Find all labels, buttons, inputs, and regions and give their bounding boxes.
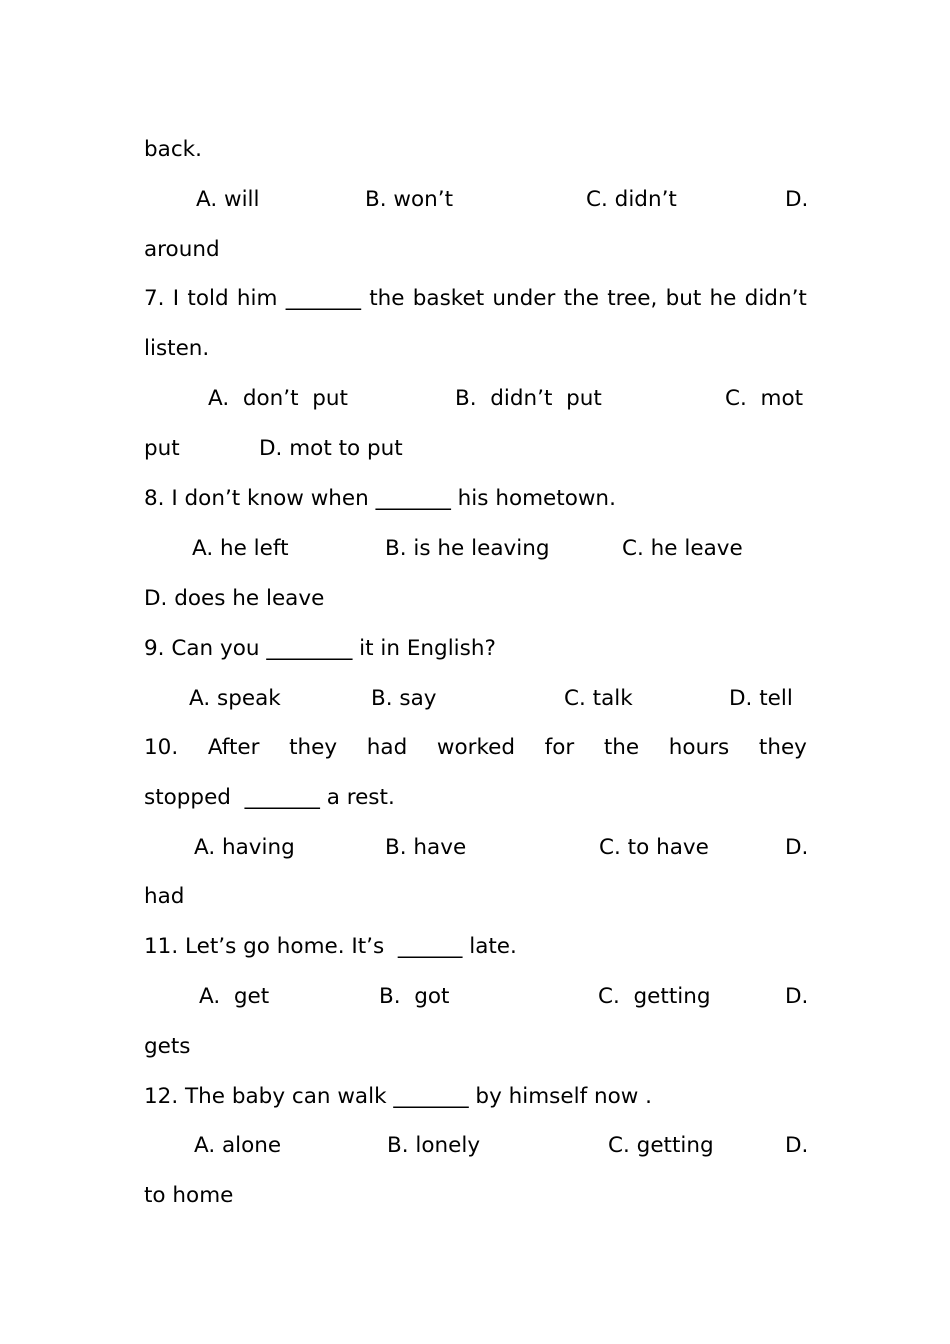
- q8-option-b: B. is he leaving: [385, 536, 550, 561]
- q6-option-d-text: around: [144, 237, 220, 262]
- q10-word: the: [603, 735, 640, 760]
- q11-option-d-text: gets: [144, 1034, 191, 1059]
- q11-option-d: D.: [785, 984, 809, 1009]
- q7-word: basket: [412, 286, 485, 311]
- q7-word: didn’t: [744, 286, 807, 311]
- q6-option-d: D.: [785, 187, 809, 212]
- q8-option-d: D. does he leave: [144, 586, 325, 611]
- q10-stem-line1: [144, 733, 807, 763]
- q6-option-c: C. didn’t: [586, 187, 677, 212]
- q7-option-c: C. mot: [725, 386, 804, 411]
- q10-option-a: A. having: [194, 835, 295, 860]
- q8-option-a: A. he left: [192, 536, 289, 561]
- q6-stem-tail: back.: [144, 137, 202, 162]
- q12-option-d-text: to home: [144, 1183, 234, 1208]
- q7-word: he: [709, 286, 737, 311]
- q10-option-d-text: had: [144, 884, 185, 909]
- q9-option-d: D. tell: [729, 686, 793, 711]
- q6-option-a: A. will: [196, 187, 260, 212]
- q12-option-c: C. getting: [608, 1133, 714, 1158]
- q10-word: After: [207, 735, 260, 760]
- q7-word: I: [172, 286, 180, 311]
- q10-option-b: B. have: [385, 835, 467, 860]
- q11-option-b: B. got: [379, 984, 450, 1009]
- q9-option-c: C. talk: [564, 686, 633, 711]
- q10-word: hours: [668, 735, 730, 760]
- q10-option-c: C. to have: [599, 835, 709, 860]
- q10-word: they: [289, 735, 338, 760]
- q10-option-d: D.: [785, 835, 809, 860]
- q11-option-a: A. get: [199, 984, 270, 1009]
- q7-stem-line1: [144, 284, 807, 314]
- q12-option-a: A. alone: [194, 1133, 282, 1158]
- q12-stem: 12. The baby can walk _______ by himself now .: [144, 1084, 653, 1109]
- q7-option-b: B. didn’t put: [455, 386, 602, 411]
- q7-word: but: [665, 286, 702, 311]
- q6-option-b: B. won’t: [365, 187, 454, 212]
- q9-stem: 9. Can you ________ it in English?: [144, 636, 496, 661]
- q7-option-a: A. don’t put: [208, 386, 348, 411]
- q11-option-c: C. getting: [598, 984, 711, 1009]
- q10-word: they: [758, 735, 807, 760]
- q7-word: him: [236, 286, 278, 311]
- q10-word: worked: [436, 735, 516, 760]
- q9-option-b: B. say: [371, 686, 437, 711]
- q7-word: the: [563, 286, 599, 311]
- q10-stem-line2: stopped _______ a rest.: [144, 785, 395, 810]
- q7-option-d: D. mot to put: [259, 436, 403, 461]
- q7-word: tree,: [607, 286, 658, 311]
- q12-option-d: D.: [785, 1133, 809, 1158]
- q7-blank: _______: [285, 286, 361, 311]
- q7-word: under: [492, 286, 556, 311]
- q8-stem: 8. I don’t know when _______ his hometown.: [144, 486, 616, 511]
- q11-stem: 11. Let’s go home. It’s ______ late.: [144, 934, 517, 959]
- q7-option-c-text: put: [144, 436, 180, 461]
- q10-word: for: [544, 735, 575, 760]
- q7-word: the: [369, 286, 405, 311]
- q10-word: 10.: [144, 735, 179, 760]
- q12-option-b: B. lonely: [387, 1133, 481, 1158]
- q7-word: 7.: [144, 286, 165, 311]
- q7-word: told: [187, 286, 229, 311]
- q7-stem-line2: listen.: [144, 336, 210, 361]
- q8-option-c: C. he leave: [622, 536, 743, 561]
- q9-option-a: A. speak: [189, 686, 281, 711]
- q10-word: had: [366, 735, 408, 760]
